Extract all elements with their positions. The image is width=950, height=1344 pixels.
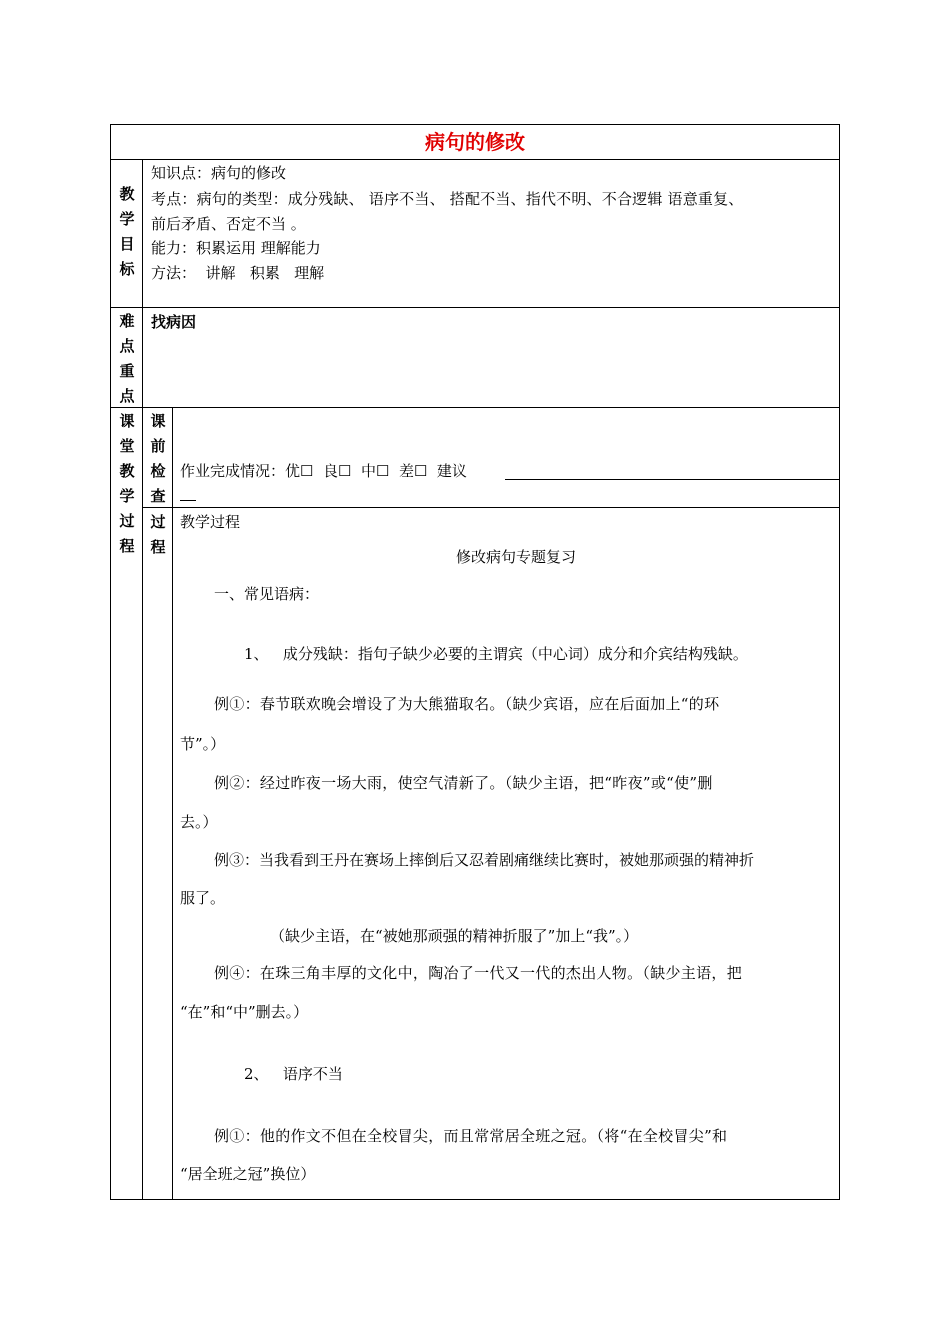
classroom-process-label: 课 堂 教 学 过 程 — [119, 412, 135, 555]
table-border-left — [110, 124, 111, 1200]
label-column-divider — [142, 159, 143, 1200]
row-divider-precheck — [142, 507, 840, 508]
difficulty-content: 找病因 — [151, 313, 197, 331]
objective-knowledge: 知识点：病句的修改 — [151, 164, 287, 182]
example-1a: 例①：春节联欢晚会增设了为大熊猫取名。（缺少宾语，应在后面加上“的环 — [214, 695, 720, 713]
example-5b: “居全班之冠”换位） — [180, 1165, 316, 1183]
example-2a: 例②：经过昨夜一场大雨，使空气清新了。（缺少主语，把“昨夜”或“使”删 — [214, 774, 713, 792]
precheck-label: 课 前 检 查 — [150, 412, 166, 505]
example-4b: “在”和“中”删去。） — [180, 1003, 309, 1021]
homework-completion: 作业完成情况：优☐ 良☐ 中☐ 差☐ 建议 — [180, 462, 467, 480]
objective-method: 方法： 讲解 积累 理解 — [151, 264, 325, 282]
example-1b: 节”。） — [180, 735, 226, 753]
table-border-right — [839, 124, 840, 1200]
item-word-order: 2、 语序不当 — [244, 1065, 343, 1083]
example-3c: （缺少主语，在“被她那顽强的精神折服了”加上“我”。） — [270, 927, 639, 945]
process-heading: 教学过程 — [180, 513, 241, 531]
difficulty-label: 难 点 重 点 — [119, 312, 135, 405]
table-border-top — [110, 124, 840, 125]
objective-exam-points-cont: 前后矛盾、否定不当 。 — [151, 215, 306, 233]
table-border-bottom — [110, 1199, 840, 1200]
process-label: 过 程 — [150, 513, 166, 556]
example-4a: 例④：在珠三角丰厚的文化中，陶冶了一代又一代的杰出人物。（缺少主语，把 — [214, 964, 743, 982]
row-divider-objectives — [110, 307, 840, 308]
objectives-label: 教 学 目 标 — [119, 185, 135, 278]
page-title: 病句的修改 — [425, 130, 525, 154]
section-common-errors: 一、常见语病： — [214, 585, 320, 603]
suggestion-underline-2 — [180, 500, 196, 501]
process-subtitle: 修改病句专题复习 — [456, 548, 577, 566]
example-5a: 例①：他的作文不但在全校冒尖，而且常常居全班之冠。（将“在全校冒尖”和 — [214, 1127, 728, 1145]
suggestion-underline — [505, 479, 839, 480]
objective-ability: 能力：积累运用 理解能力 — [151, 239, 321, 257]
example-3a: 例③：当我看到王丹在赛场上摔倒后又忍着剧痛继续比赛时，被她那顽强的精神折 — [214, 851, 755, 869]
item-missing-components: 1、 成分残缺：指句子缺少必要的主谓宾（中心词）成分和介宾结构残缺。 — [244, 645, 748, 663]
example-3b: 服了。 — [180, 889, 226, 907]
row-divider-difficulty — [110, 407, 840, 408]
row-divider-title — [110, 159, 840, 160]
objective-exam-points: 考点：病句的类型：成分残缺、 语序不当、 搭配不当、指代不明、不合逻辑 语意重复、 — [151, 190, 744, 208]
example-2b: 去。） — [180, 813, 218, 831]
